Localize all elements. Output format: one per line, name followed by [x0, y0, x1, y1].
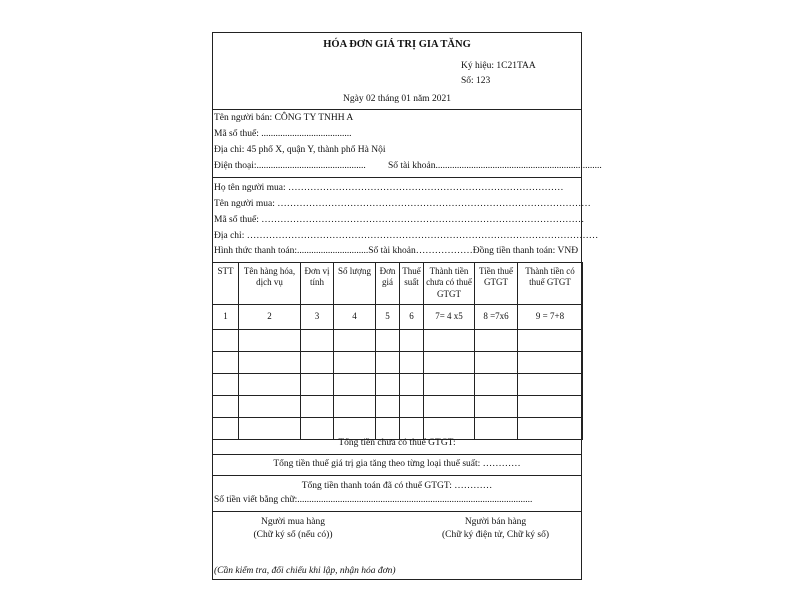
divider: [213, 454, 581, 455]
table-cell: 9 = 7+8: [518, 305, 583, 330]
buyer-signature-note: (Chữ ký số (nếu có)): [253, 530, 333, 540]
table-row: [213, 352, 583, 374]
buyer-tax-code: Mã số thuế: …………………………………………………………………………………………: [214, 215, 585, 225]
invoice-document: [212, 32, 602, 580]
column-header: STT: [213, 263, 239, 305]
table-cell: 2: [239, 305, 301, 330]
table-row: [213, 374, 583, 396]
table-cell: 1: [213, 305, 239, 330]
column-header: Tên hàng hóa, dịch vụ: [239, 263, 301, 305]
table-cell: 5: [376, 305, 400, 330]
table-row: [213, 396, 583, 418]
payment-info: Hình thức thanh toán:..............................Số tài khoản………………Đồng tiền thanh toán: VNĐ: [214, 246, 579, 256]
column-header: Thành tiền chưa có thuế GTGT: [424, 263, 475, 305]
column-header: Đơn giá: [376, 263, 400, 305]
table-header-row: [213, 263, 583, 305]
items-table: [212, 262, 583, 440]
table-cell: 8 =7x6: [475, 305, 518, 330]
column-header: Số lượng: [334, 263, 376, 305]
column-header: Tiền thuế GTGT: [475, 263, 518, 305]
buyer-name: Tên người mua: ………………………………………………………………………………………: [214, 199, 591, 209]
divider: [213, 109, 581, 110]
amount-in-words: Số tiền viết bằng chữ:...................................................................................................: [214, 495, 533, 505]
seller-tax-code: Mã số thuế: ......................................: [214, 129, 352, 139]
divider: [213, 511, 581, 512]
seller-signature-note: (Chữ ký điện tử, Chữ ký số): [441, 530, 549, 540]
table-cell: 4: [334, 305, 376, 330]
buyer-full-name: Họ tên người mua: ……………………………………………………………………………: [214, 183, 564, 193]
invoice-title: HÓA ĐƠN GIÁ TRỊ GIA TĂNG: [323, 39, 471, 50]
total-tax-by-rate: Tổng tiền thuế giá trị gia tăng theo từng loại thuế suất: …………: [273, 459, 521, 469]
seller-signature-label: Người bán hàng: [464, 517, 527, 527]
divider: [213, 475, 581, 476]
seller-phone: Điện thoại:..............................................: [214, 161, 366, 171]
seller-address: Địa chỉ: 45 phố X, quận Y, thành phố Hà Nội: [214, 145, 386, 155]
table-row: [213, 330, 583, 352]
invoice-symbol: Ký hiệu: 1C21TAA: [461, 61, 536, 71]
invoice-date: Ngày 02 tháng 01 năm 2021: [343, 94, 451, 104]
column-header: Đơn vị tính: [301, 263, 334, 305]
grand-total: Tổng tiền thanh toán đã có thuế GTGT: …………: [301, 481, 493, 491]
table-row: [213, 418, 583, 440]
invoice-number: Số: 123: [461, 76, 491, 86]
buyer-address: Địa chỉ: …………………………………………………………………………………………………: [214, 231, 599, 241]
table-index-row: [213, 305, 583, 330]
table-cell: 3: [301, 305, 334, 330]
seller-account: Số tài khoản......................................................................: [388, 161, 602, 171]
table-cell: 7= 4 x5: [424, 305, 475, 330]
total-before-tax: Tổng tiền chưa có thuế GTGT:: [338, 438, 456, 448]
column-header: Thành tiền có thuế GTGT: [518, 263, 583, 305]
divider: [213, 177, 581, 178]
seller-name: Tên người bán: CÔNG TY TNHH A: [214, 113, 354, 123]
table-cell: 6: [400, 305, 424, 330]
column-header: Thuế suất: [400, 263, 424, 305]
footer-note: (Cần kiểm tra, đối chiếu khi lập, nhận hóa đơn): [214, 566, 396, 576]
buyer-signature-label: Người mua hàng: [261, 517, 325, 527]
